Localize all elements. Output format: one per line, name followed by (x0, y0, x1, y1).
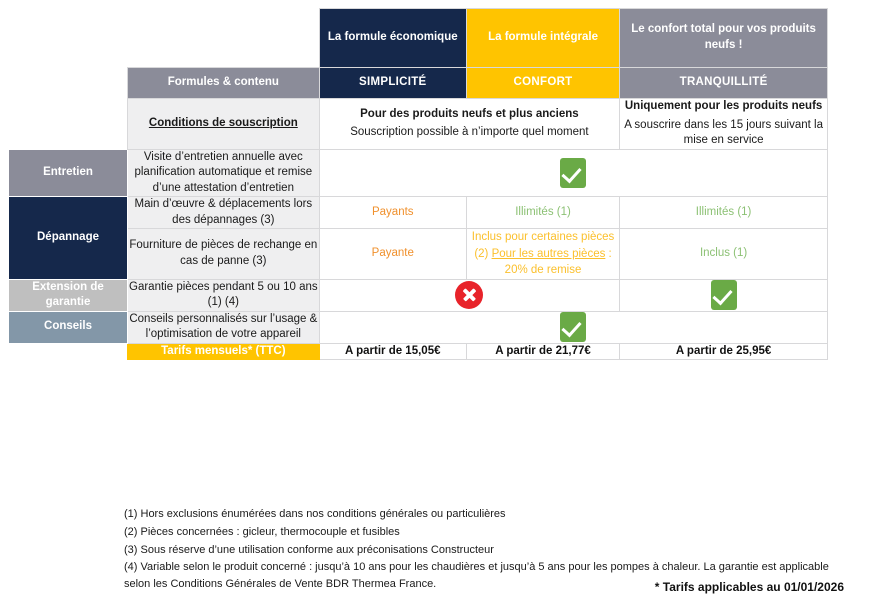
conditions-line-2: A souscrire dans les 15 jours suivant la mise en service (624, 118, 823, 147)
table-row-conseils (9, 311, 828, 343)
tarif-applicability-note: * Tarifs applicables au 01/01/2026 (654, 580, 844, 594)
row-desc-garantie: Garantie pièces pendant 5 ou 10 ans (1) (4) (128, 279, 320, 311)
value-text: Payants (371, 205, 414, 218)
footnote-2: (2) Pièces concernées : gicleur, thermocouple et fusibles (124, 525, 400, 538)
row-group-label-depannage: Dépannage (9, 197, 128, 280)
table-row-entretien (9, 149, 828, 197)
check-icon (560, 158, 586, 188)
spacer-cell (9, 68, 128, 99)
plan-comparison-table (8, 8, 828, 360)
footnote-3: (3) Sous réserve d’une utilisation conforme aux préconisations Constructeur (124, 543, 494, 556)
conditions-line-1: Pour des produits neufs et plus anciens (360, 107, 579, 120)
icon-container (320, 158, 827, 188)
value-text-underlined: Pour les autres pièces (491, 247, 606, 260)
table-row-brands (9, 68, 828, 99)
mainoeuvre-value-simplicite (319, 197, 466, 229)
plan-name-simplicite: SIMPLICITÉ (319, 68, 466, 99)
table-row-depannage-pieces (9, 229, 828, 280)
price-tranquillite: A partir de 25,95€ (620, 343, 828, 360)
spacer-cell (9, 343, 128, 360)
pieces-value-confort (466, 229, 619, 280)
row-desc-conseils: Conseils personnalisés sur l’usage & l’optimisation de votre appareil (128, 311, 320, 343)
spacer-cell (9, 99, 128, 150)
row-group-label-extension-garantie: Extension de garantie (9, 279, 128, 311)
check-icon (711, 280, 737, 310)
conditions-line-1: Uniquement pour les produits neufs (624, 100, 823, 112)
spacer-cell (9, 9, 128, 68)
pieces-value-simplicite (319, 229, 466, 280)
pieces-value-tranquillite (620, 229, 828, 280)
conditions-value-tranquillite (620, 99, 828, 150)
value-text-group (472, 231, 615, 276)
plan-tagline-confort: La formule intégrale (466, 9, 619, 68)
conditions-value-simplicite-confort (319, 99, 620, 150)
value-text: Inclus (1) (699, 247, 748, 260)
table-row-taglines (9, 9, 828, 68)
row-desc-conditions: Conditions de souscription (128, 99, 320, 150)
value-text: Illimités (1) (515, 205, 571, 218)
conseils-value-all-plans (319, 311, 827, 343)
row-desc-entretien: Visite d’entretien annuelle avec planification automatique et remise d’une attestation d’entretien (128, 149, 320, 197)
icon-container (320, 312, 827, 342)
value-text: Payante (371, 247, 414, 260)
row-group-label-conseils: Conseils (9, 311, 128, 343)
footnote-4: (4) Variable selon le produit concerné : jusqu’à 10 ans pour les chaudières et jusqu’à 5 ans pour les pompes à chaleur. La garantie est applicable selon les Conditions Générales de Vente BDR Thermea France. (124, 561, 829, 591)
row-desc-mainoeuvre: Main d’œuvre & déplacements lors des dépannages (3) (128, 197, 320, 229)
corner-label: Formules & contenu (128, 68, 320, 99)
garantie-value-tranquillite (620, 279, 828, 311)
garantie-value-simplicite-confort (319, 279, 620, 311)
mainoeuvre-value-confort (466, 197, 619, 229)
row-desc-pieces: Fourniture de pièces de rechange en cas de panne (3) (128, 229, 320, 280)
check-icon (560, 312, 586, 342)
table-row-conditions (9, 99, 828, 150)
spacer-cell (128, 9, 320, 68)
value-text-part-b: : 20% de remise (504, 247, 612, 277)
conditions-line-2: Souscription possible à n’importe quel moment (350, 126, 589, 139)
table-row-depannage-mainoeuvre (9, 197, 828, 229)
tarifs-label: Tarifs mensuels* (TTC) (128, 343, 320, 360)
table-row-tarifs (9, 343, 828, 360)
plan-tagline-tranquillite: Le confort total pour vos produits neufs ! (620, 9, 828, 68)
plan-name-confort: CONFORT (466, 68, 619, 99)
table-row-extension-garantie (9, 279, 828, 311)
price-simplicite: A partir de 15,05€ (319, 343, 466, 360)
footnote-1: (1) Hors exclusions énumérées dans nos conditions générales ou particulières (124, 508, 506, 520)
mainoeuvre-value-tranquillite (620, 197, 828, 229)
price-confort: A partir de 21,77€ (466, 343, 619, 360)
icon-container (320, 281, 620, 309)
value-text: Illimités (1) (695, 205, 752, 218)
plan-tagline-simplicite: La formule économique (319, 9, 466, 68)
row-group-label-entretien: Entretien (9, 149, 128, 197)
cross-icon (455, 281, 483, 309)
entretien-value-all-plans (319, 149, 827, 197)
plan-name-tranquillite: TRANQUILLITÉ (620, 68, 828, 99)
icon-container (620, 280, 827, 310)
value-text-part-a: Inclus pour certaines pièces (2) (471, 231, 615, 260)
